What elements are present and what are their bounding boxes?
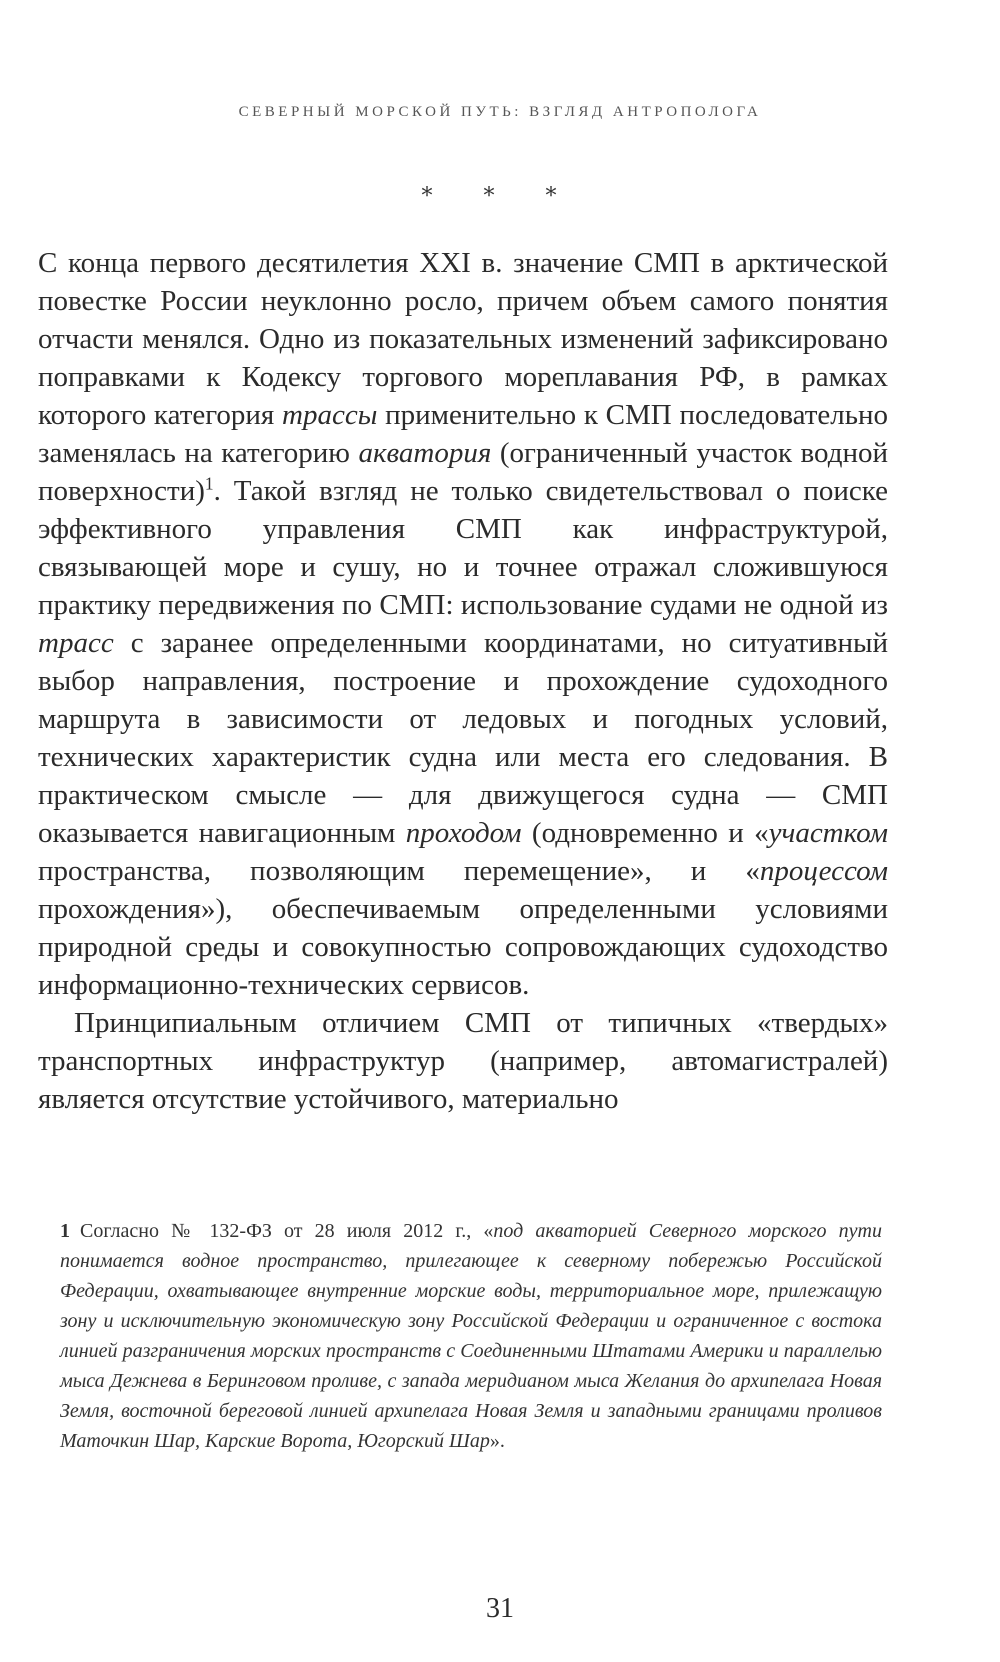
paragraph-2: Принципиальным отличием СМП от типичных «твердых» транспортных инфраструктур (например, автомагистралей) является отсутствие устойчивого, материально <box>38 1007 888 1115</box>
italic-term-protsessom: процессом <box>759 855 888 887</box>
italic-term-akvatoriya: акватория <box>358 437 492 469</box>
section-ornament: * * * <box>421 184 579 209</box>
italic-term-uchastkom: участком <box>768 817 888 849</box>
italic-term-prokhodom: проходом <box>405 817 522 849</box>
footnote-mark: 1 <box>60 1220 70 1242</box>
footnote: 1 Согласно № 132-ФЗ от 28 июля 2012 г., «под акваторией Северного морского пути понимается водное пространство, прилегающее к северному побережью Российской Федерации, охватывающее внутренние морские воды, территориальное море, прилежащую зону и исключительную экономическую зону Российской Федерации и ограниченное с востока линией разграничения морских пространств с Соединенными Штатами Америки и параллелью мыса Дежнева в Беринговом проливе, с запада меридианом мыса Желания до архипелага Новая Земля, восточной береговой линией архипелага Новая Земля и западными границами проливов Маточкин Шар, Карские Ворота, Югорский Шар». <box>60 1220 882 1452</box>
italic-term-trass: трасс <box>38 627 114 659</box>
footnote-quote: под акваторией Северного морского пути понимается водное пространство, прилегающее к северному побережью Российской Федерации, охватывающее внутренние морские воды, территориальное море, прилежащую зону и исключительную экономическую зону Российской Федерации и ограниченное с востока линией разграничения морских пространств с Соединенными Штатами Америки и параллелью мыса Дежнева в Беринговом проливе, с запада меридианом мыса Желания до архипелага Новая Земля, восточной береговой линией архипелага Новая Земля и западными границами проливов Маточкин Шар, Карские Ворота, Югорский Шар <box>60 1220 882 1452</box>
page-number: 31 <box>486 1593 514 1624</box>
main-text <box>38 244 888 1118</box>
footnote-reference[interactable]: 1 <box>204 473 214 494</box>
italic-term-trassy: трассы <box>282 399 378 431</box>
paragraph-1: С конца первого десятилетия XXI в. значение СМП в арктической повестке России неуклонно росло, причем объем самого понятия отчасти менялся. Одно из показательных изменений зафиксировано поправками к Кодексу торгового мореплавания РФ, в рамках которого категория трассы применительно к СМП последовательно заменялась на категорию акватория (ограниченный участок водной поверхности)$^1$. Такой взгляд не только свидетельствовал о поиске эффективного управления СМП как инфраструктурой, связывающей море и сушу, но и точнее отражал сложившуюся практику передвижения по СМП: использование судами не одной из трасс с заранее определенными координатами, но ситуативный выбор направления, построение и прохождение судоходного маршрута в зависимости от ледовых и погодных условий, технических характеристик судна или места его следования. В практическом смысле — для движущегося судна — СМП оказывается навигационным проходом (одновременно и «участком пространства, позволяющим перемещение», и «процессом прохождения»), обеспечиваемым определенными условиями природной среды и совокупностью сопровождающих судоходство информационно-технических сервисов. <box>38 247 889 1001</box>
running-head: СЕВЕРНЫЙ МОРСКОЙ ПУТЬ: ВЗГЛЯД АНТРОПОЛОГА <box>238 104 762 120</box>
